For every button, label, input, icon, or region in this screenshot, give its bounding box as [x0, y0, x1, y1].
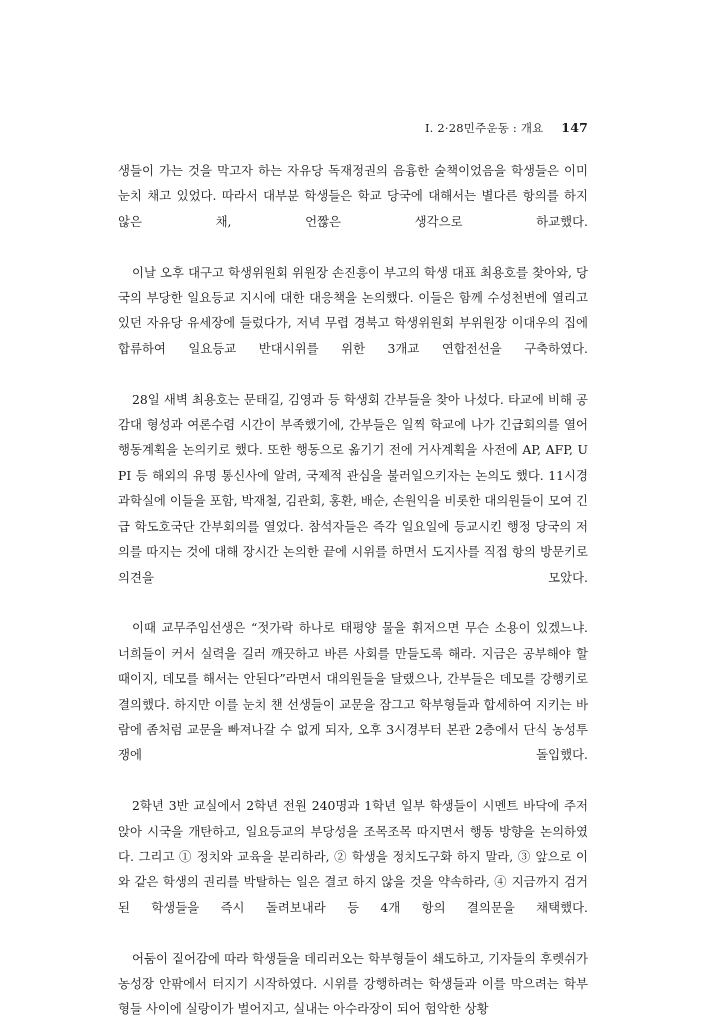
- page-header: [118, 120, 588, 136]
- paragraph-2: 이날 오후 대구고 학생위원회 위원장 손진흥이 부고의 학생 대표 최용호를 찾아와, 당국의 부당한 일요등교 지시에 대한 대응책을 논의했다. 이들은 함께 수성천변에 열리고 있던 자유당 유세장에 들렀다가, 저녁 무렵 경북고 학생위원회 부위원장 이대우의 집에 합류하여 일요등교 반대시위를 위한 3개교 연합전선을 구축하였다.: [118, 264, 588, 356]
- paragraph-3: 28일 새벽 최용호는 문태길, 김영과 등 학생회 간부들을 찾아 나섰다. 타교에 비해 공감대 형성과 여론수렴 시간이 부족했기에, 간부들은 일찍 학교에 나가 긴급회의를 열어 행동계획을 논의키로 했다. 또한 행동으로 옮기기 전에 거사계획을 사전에 AP, AFP, UPI 등 해외의 유명 통신사에 알려, 국제적 관심을 불러일으키자는 논의도 했다. 11시경 과학실에 이들을 포함, 박재철, 김관회, 홍환, 배순, 손원익을 비롯한 대의원들이 모여 긴급 학도호국단 간부회의를 열었다. 참석자들은 즉각 일요일에 등교시킨 행정 당국의 저의를 따지는 것에 대해 장시간 논의한 끝에 시위를 하면서 도지사를 직접 항의 방문키로 의견을 모았다.: [118, 391, 588, 585]
- paragraph-4: 이때 교무주임선생은 “젓가락 하나로 태평양 물을 휘저으면 무슨 소용이 있겠느냐. 너희들이 커서 실력을 길러 깨끗하고 바른 사회를 만들도록 해라. 지금은 공부해야 할 때이지, 데모를 해서는 안된다”라면서 대의원들을 달랬으나, 간부들은 데모를 강행키로 결의했다. 하지만 이를 눈치 챈 선생들이 교문을 잠그고 학부형들과 합세하여 지키는 바람에 좀처럼 교문을 빠져나갈 수 없게 되자, 오후 3시경부터 본관 2층에서 단식 농성투쟁에 돌입했다.: [118, 620, 588, 763]
- body-text: [118, 158, 588, 1022]
- header-chapter-title: Ⅰ. 2·28민주운동 : 개요: [424, 121, 544, 135]
- page-number: 147: [561, 120, 588, 135]
- paragraph-1: 생들이 가는 것을 막고자 하는 자유당 독재정권의 음흉한 술책이었음을 학생들은 이미 눈치 채고 있었다. 따라서 대부분 학생들은 학교 당국에 대해서는 별다른 항의를 하지 않은 채, 언짢은 생각으로 하교했다.: [118, 163, 588, 229]
- paragraph-5: 2학년 3반 교실에서 2학년 전원 240명과 1학년 일부 학생들이 시멘트 바닥에 주저앉아 시국을 개탄하고, 일요등교의 부당성을 조목조목 따지면서 행동 방향을 논의하였다. 그리고 ① 정치와 교육을 분리하라, ② 학생을 정치도구화 하지 말라, ③ 앞으로 이와 같은 학생의 권리를 박탈하는 일은 결코 하지 않을 것을 약속하라, ④ 지금까지 검거된 학생들을 즉시 돌려보내라 등 4개 항의 결의문을 채택했다.: [118, 798, 588, 915]
- paragraph-6: 어둠이 짙어감에 따라 학생들을 데리러오는 학부형들이 쇄도하고, 기자들의 후렛쉬가 농성장 안팎에서 터지기 시작하였다. 시위를 강행하려는 학생들과 이를 막으려는 학부형들 사이에 실랑이가 벌어지고, 실내는 아수라장이 되어 험악한 상황: [118, 950, 588, 1017]
